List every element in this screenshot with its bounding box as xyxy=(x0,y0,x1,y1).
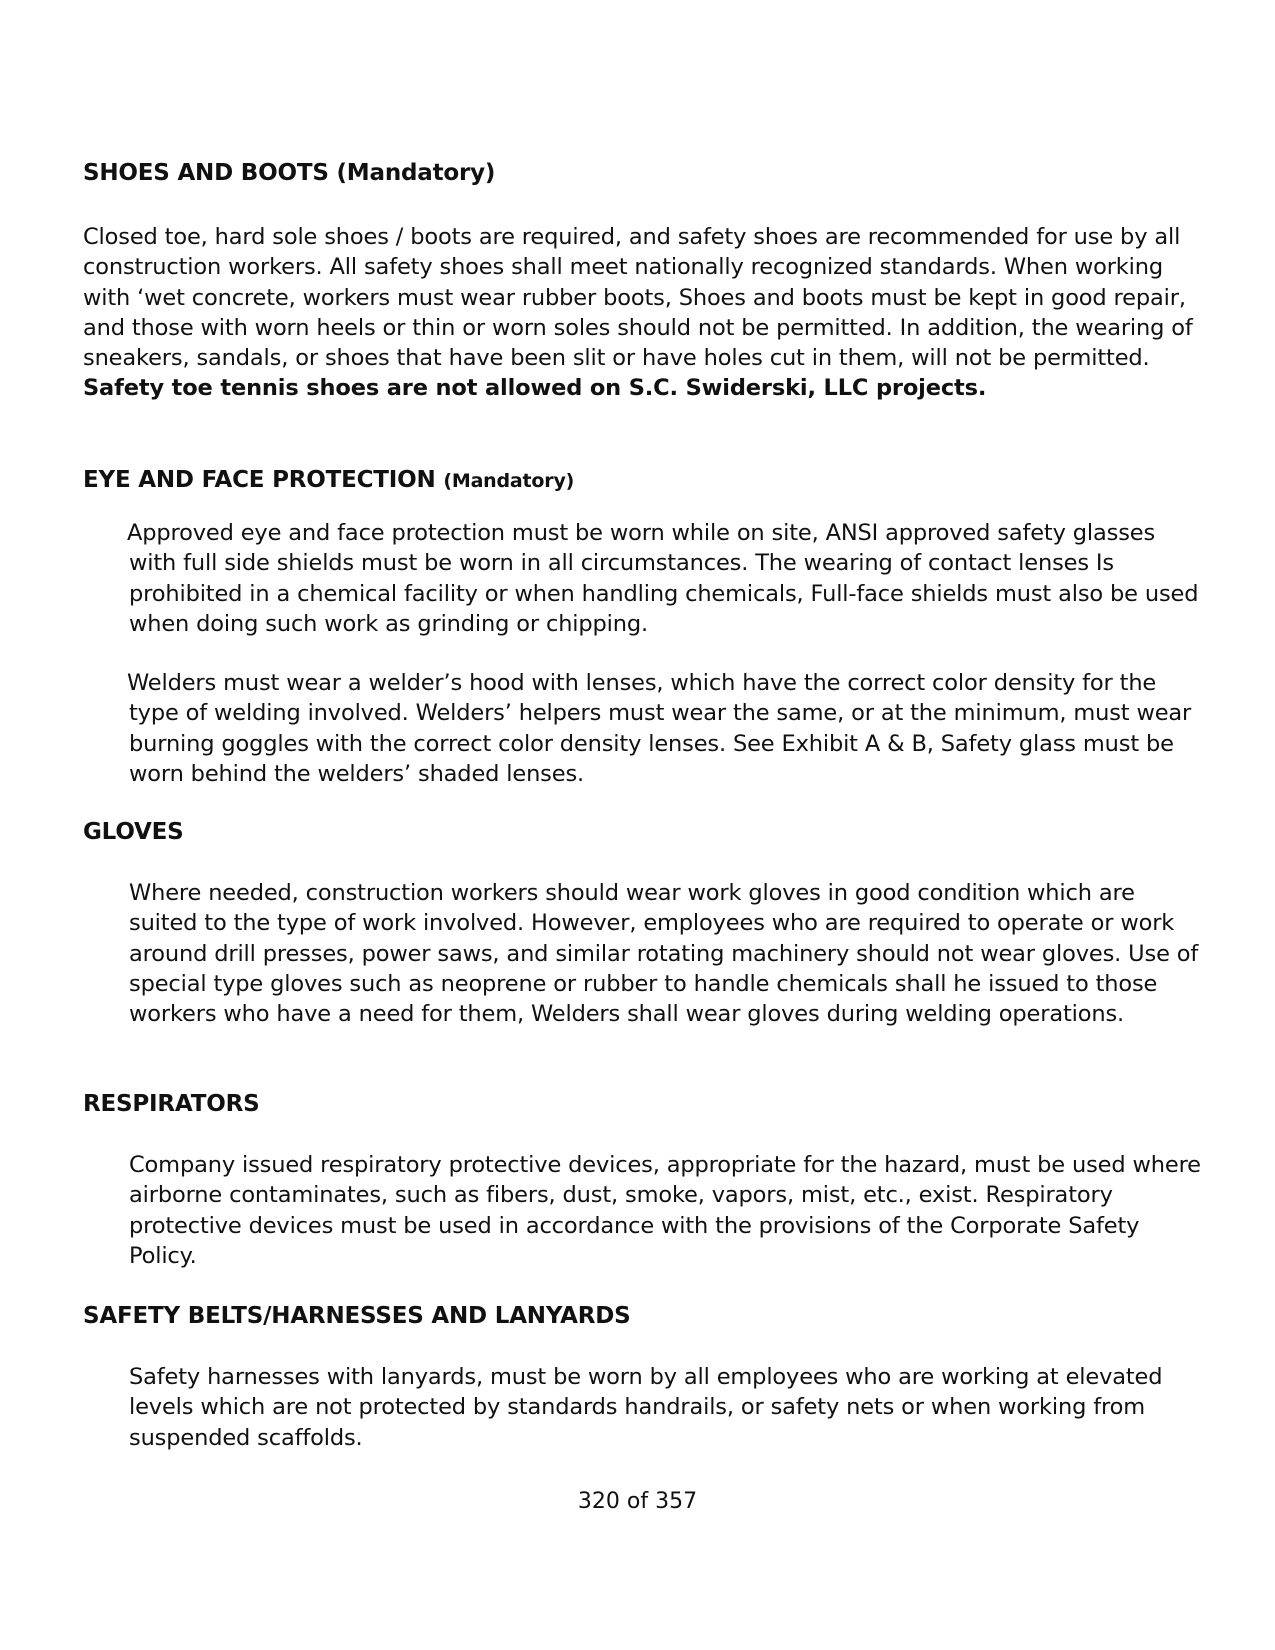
gloves-paragraph: Where needed, construction workers should wear work gloves in good condition which are suited to the type of work involved. However, employees who are required to operate or work around drill presses, power saws, and similar rotating machinery should not wear gloves. Use of special type gloves such as neoprene or rubber to handle chemicals shall he issued to those workers who have a need for them, Welders shall wear gloves during welding operations. xyxy=(129,880,1199,1028)
belts-paragraph: Safety harnesses with lanyards, must be worn by all employees who are working at elevated levels which are not protected by standards handrails, or safety nets or when working from suspended scaffolds. xyxy=(129,1364,1163,1451)
gloves-heading: GLOVES xyxy=(83,819,184,845)
eye-paragraph-2: Welders must wear a welder’s hood with lenses, which have the correct color density for the type of welding involved. Welders’ helpers must wear the same, or at the minimum, must wear burning goggles with the correct color density lenses. See Exhibit A & B, Safety glass must be worn behind the welders’ shaded lenses. xyxy=(127,670,1192,787)
shoes-body-bold-text: Safety toe tennis shoes are not allowed on S.C. Swiderski, LLC projects. xyxy=(83,375,987,402)
shoes-heading: SHOES AND BOOTS (Mandatory) xyxy=(83,160,496,186)
eye-heading-sub: (Mandatory) xyxy=(443,470,575,492)
eye-heading-title: EYE AND FACE PROTECTION xyxy=(83,467,436,493)
eye-paragraph-1: Approved eye and face protection must be worn while on site, ANSI approved safety glasses with full side shields must be worn in all circumstances. The wearing of contact lenses Is prohibited in a chemical facility or when handling chemicals, Full-face shields must also be used when doing such work as grinding or chipping. xyxy=(127,520,1199,637)
page-number: 320 of 357 xyxy=(577,1489,698,1514)
shoes-body-text: Closed toe, hard sole shoes / boots are required, and safety shoes are recommended for use by all construction workers. All safety shoes shall meet nationally recognized standards. When working with ‘wet concrete, workers must wear rubber boots, Shoes and boots must be kept in good repair, and those with worn heels or thin or worn soles should not be permitted. In addition, the wearing of sneakers, sandals, or shoes that have been slit or have holes cut in them, will not be permitted. xyxy=(83,224,1193,372)
eye-heading xyxy=(83,465,574,496)
respirators-heading: RESPIRATORS xyxy=(83,1091,260,1117)
shoes-paragraph xyxy=(83,222,1203,404)
belts-heading: SAFETY BELTS/HARNESSES AND LANYARDS xyxy=(83,1303,631,1329)
respirators-paragraph: Company issued respiratory protective devices, appropriate for the hazard, must be used where airborne contaminates, such as fibers, dust, smoke, vapors, mist, etc., exist. Respiratory protective devices must be used in accordance with the provisions of the Corporate Safety Policy. xyxy=(129,1152,1201,1269)
